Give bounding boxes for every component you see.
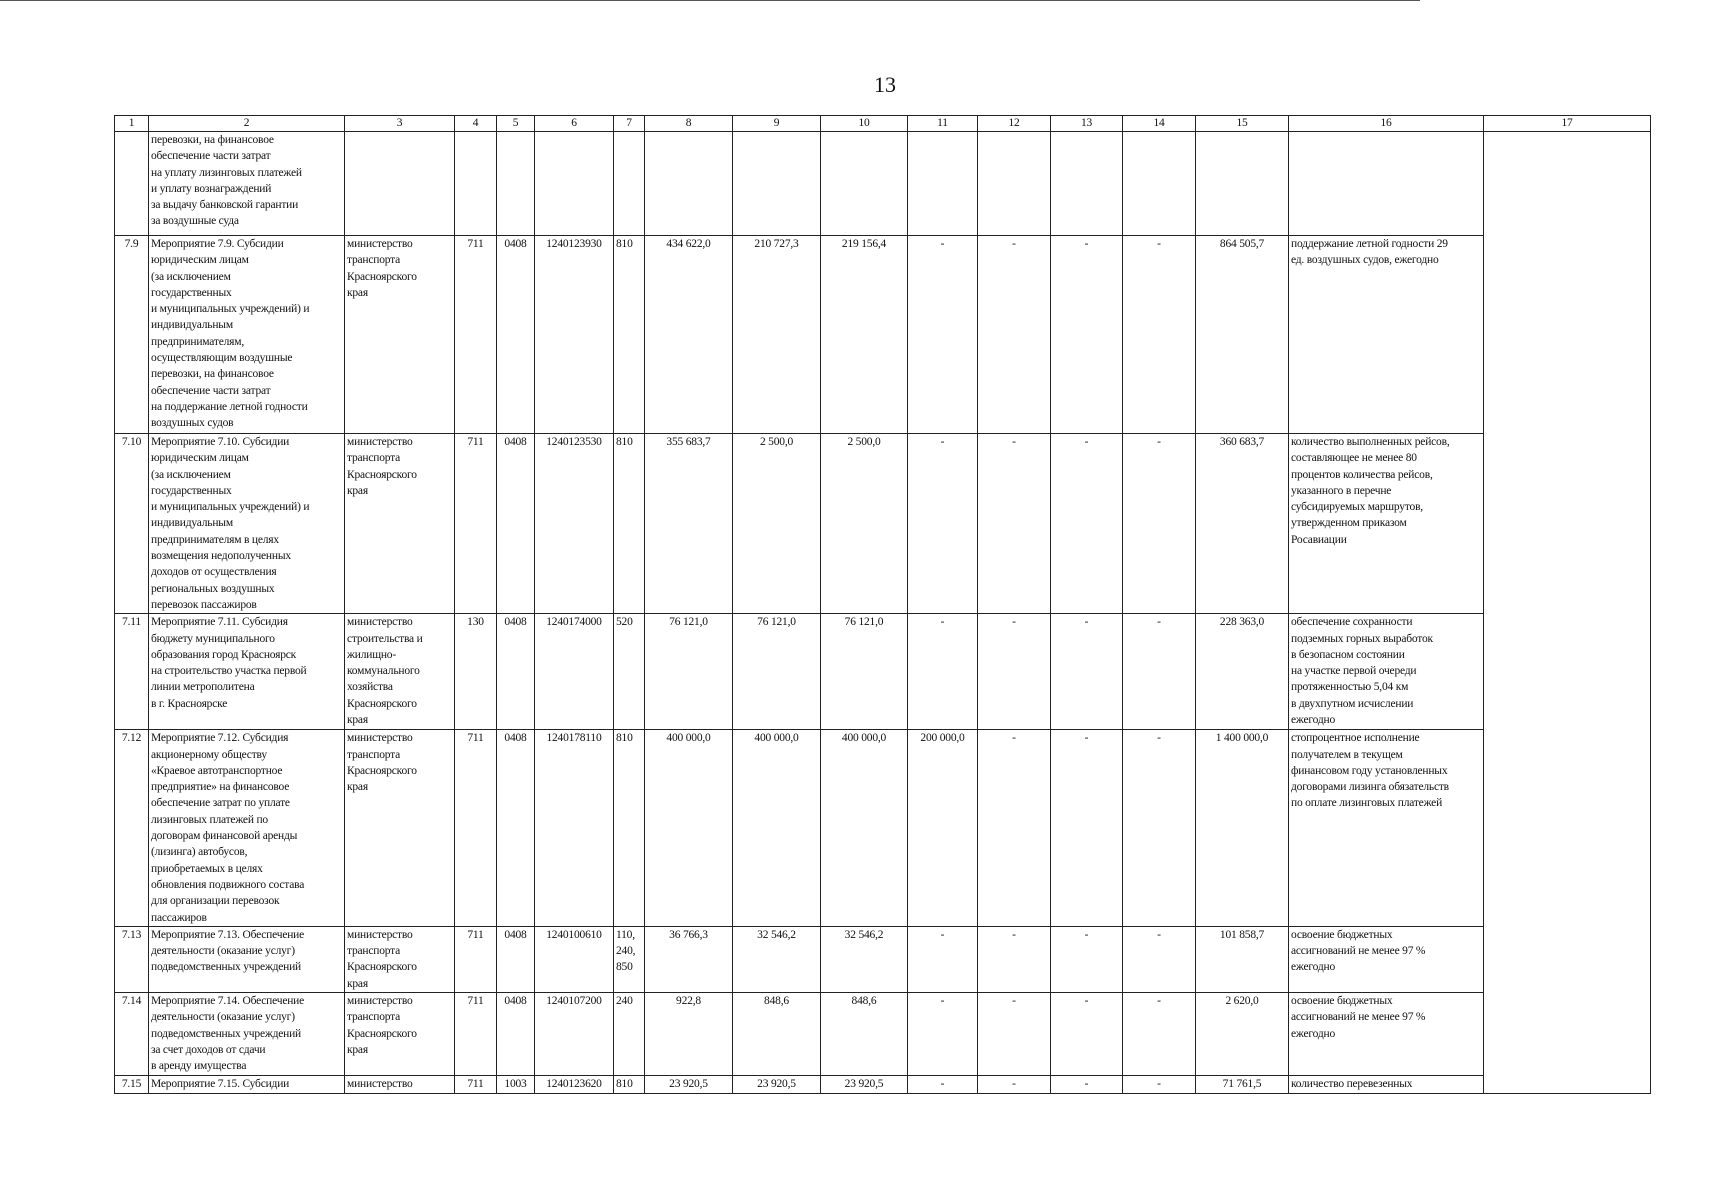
cell-csr: 1240178110 bbox=[535, 730, 614, 927]
program-table bbox=[114, 115, 1651, 1094]
cell-result: поддержание летной годности 29 ед. воздушных судов, ежегодно bbox=[1289, 236, 1484, 434]
cell-y4: - bbox=[908, 236, 978, 434]
cell-y7: - bbox=[1123, 434, 1196, 614]
header-cell: 9 bbox=[733, 116, 821, 132]
header-cell: 5 bbox=[497, 116, 535, 132]
header-cell: 14 bbox=[1123, 116, 1196, 132]
header-cell: 6 bbox=[535, 116, 614, 132]
cell-csr: 1240107200 bbox=[535, 993, 614, 1075]
cell-rzpr: 0408 bbox=[497, 614, 535, 730]
cell-vr: 810 bbox=[614, 1075, 645, 1093]
cell-vr: 810 bbox=[614, 434, 645, 614]
cell-y2: 32 546,2 bbox=[733, 926, 821, 992]
cell-y7: - bbox=[1123, 614, 1196, 730]
cell-csr: 1240100610 bbox=[535, 926, 614, 992]
cell-executor: министерство строительства и жилищно- коммунального хозяйства Красноярского края bbox=[345, 614, 455, 730]
cell-name: Мероприятие 7.12. Субсидия акционерному обществу «Краевое автотранспортное предприятие» на финансовое обеспечение затрат по уплате лизинговых платежей по договорам финансовой аренды (лизинга) автобусов, приобретаемых в целях обновления подвижного состава для организации перевозок пассажиров bbox=[149, 730, 345, 927]
cell-result: стопроцентное исполнение получателем в текущем финансовом году установленных договорами лизинга обязательств по оплате лизинговых платежей bbox=[1289, 730, 1484, 927]
header-cell: 16 bbox=[1289, 116, 1484, 132]
cell-y6: - bbox=[1051, 1075, 1123, 1093]
cell-vr: 520 bbox=[614, 614, 645, 730]
table-row bbox=[115, 1075, 1651, 1093]
header-cell: 17 bbox=[1484, 116, 1651, 132]
cell-y4: - bbox=[908, 926, 978, 992]
table-row bbox=[115, 993, 1651, 1075]
cell-y5: - bbox=[978, 993, 1051, 1075]
cell-result: обеспечение сохранности подземных горных выработок в безопасном состоянии на участке первой очереди протяженностью 5,04 км в двухпутном исчислении ежегодно bbox=[1289, 614, 1484, 730]
cell-y1: 23 920,5 bbox=[645, 1075, 733, 1093]
cell-y3: 848,6 bbox=[821, 993, 908, 1075]
cell-y4: - bbox=[908, 1075, 978, 1093]
cell-rzpr: 1003 bbox=[497, 1075, 535, 1093]
cell-y5: - bbox=[978, 614, 1051, 730]
cell-grbs: 711 bbox=[455, 993, 497, 1075]
cell-csr: 1240174000 bbox=[535, 614, 614, 730]
top-rule bbox=[0, 0, 1420, 1]
cell-total: 360 683,7 bbox=[1196, 434, 1289, 614]
header-cell: 12 bbox=[978, 116, 1051, 132]
table-row bbox=[115, 434, 1651, 614]
cell-rzpr: 0408 bbox=[497, 730, 535, 927]
cell-y3: 32 546,2 bbox=[821, 926, 908, 992]
cell-y2: 23 920,5 bbox=[733, 1075, 821, 1093]
table-row bbox=[115, 236, 1651, 434]
cell-no: 7.15 bbox=[115, 1075, 149, 1093]
header-cell: 3 bbox=[345, 116, 455, 132]
table-row bbox=[115, 614, 1651, 730]
header-cell: 1 bbox=[115, 116, 149, 132]
cell-grbs: 711 bbox=[455, 434, 497, 614]
cell-y5: - bbox=[978, 1075, 1051, 1093]
cell-y4: - bbox=[908, 614, 978, 730]
cell-name: Мероприятие 7.10. Субсидии юридическим лицам (за исключением государственных и муниципальных учреждений) и индивидуальным предпринимателям в целях возмещения недополученных доходов от осуществления региональных воздушных перевозок пассажиров bbox=[149, 434, 345, 614]
cell-grbs: 711 bbox=[455, 926, 497, 992]
cell-total: 864 505,7 bbox=[1196, 236, 1289, 434]
header-cell: 4 bbox=[455, 116, 497, 132]
cell-y4: 200 000,0 bbox=[908, 730, 978, 927]
cell-y6: - bbox=[1051, 730, 1123, 927]
cell-result: освоение бюджетных ассигнований не менее 97 % ежегодно bbox=[1289, 926, 1484, 992]
cell-rzpr: 0408 bbox=[497, 993, 535, 1075]
cell-total: 1 400 000,0 bbox=[1196, 730, 1289, 927]
cell-executor: министерство транспорта Красноярского края bbox=[345, 926, 455, 992]
cell-csr: 1240123530 bbox=[535, 434, 614, 614]
cell-y2: 400 000,0 bbox=[733, 730, 821, 927]
cell-y1: 400 000,0 bbox=[645, 730, 733, 927]
cell-rzpr: 0408 bbox=[497, 434, 535, 614]
cell-y1: 922,8 bbox=[645, 993, 733, 1075]
cell-no: 7.12 bbox=[115, 730, 149, 927]
cell-grbs: 711 bbox=[455, 1075, 497, 1093]
cell-result: освоение бюджетных ассигнований не менее 97 % ежегодно bbox=[1289, 993, 1484, 1075]
cell-grbs: 130 bbox=[455, 614, 497, 730]
cell-y1: 355 683,7 bbox=[645, 434, 733, 614]
column-17-cell bbox=[1484, 132, 1651, 1094]
cell-result: количество перевезенных bbox=[1289, 1075, 1484, 1093]
cell-y2: 76 121,0 bbox=[733, 614, 821, 730]
header-row bbox=[115, 116, 1651, 132]
cell-y5: - bbox=[978, 434, 1051, 614]
cell-csr: 1240123620 bbox=[535, 1075, 614, 1093]
cell-y7: - bbox=[1123, 730, 1196, 927]
header-cell: 8 bbox=[645, 116, 733, 132]
cell-executor: министерство bbox=[345, 1075, 455, 1093]
cell-y3: 400 000,0 bbox=[821, 730, 908, 927]
cell-executor: министерство транспорта Красноярского края bbox=[345, 434, 455, 614]
header-cell: 2 bbox=[149, 116, 345, 132]
cell-grbs: 711 bbox=[455, 236, 497, 434]
cell-y1: 434 622,0 bbox=[645, 236, 733, 434]
cell-name: Мероприятие 7.15. Субсидии bbox=[149, 1075, 345, 1093]
cell-y3: 219 156,4 bbox=[821, 236, 908, 434]
cell-total: 228 363,0 bbox=[1196, 614, 1289, 730]
cell-y6: - bbox=[1051, 434, 1123, 614]
cell-vr: 240 bbox=[614, 993, 645, 1075]
cell-y5: - bbox=[978, 236, 1051, 434]
cell-y7: - bbox=[1123, 236, 1196, 434]
cell-y2: 2 500,0 bbox=[733, 434, 821, 614]
cell-no: 7.14 bbox=[115, 993, 149, 1075]
cell-y3: 2 500,0 bbox=[821, 434, 908, 614]
cell-no: 7.9 bbox=[115, 236, 149, 434]
cell-executor: министерство транспорта Красноярского края bbox=[345, 730, 455, 927]
cell-y7: - bbox=[1123, 926, 1196, 992]
table-row bbox=[115, 730, 1651, 927]
header-cell: 10 bbox=[821, 116, 908, 132]
cell-vr: 810 bbox=[614, 236, 645, 434]
cell-total: 101 858,7 bbox=[1196, 926, 1289, 992]
continuation-text: перевозки, на финансовое обеспечение части затрат на уплату лизинговых платежей и уплату вознаграждений за выдачу банковской гарантии за воздушные суда bbox=[149, 132, 345, 236]
cell-y7: - bbox=[1123, 993, 1196, 1075]
cell-no: 7.11 bbox=[115, 614, 149, 730]
header-cell: 13 bbox=[1051, 116, 1123, 132]
cell-name: Мероприятие 7.11. Субсидия бюджету муниципального образования город Красноярск на строительство участка первой линии метрополитена в г. Красноярске bbox=[149, 614, 345, 730]
table-row bbox=[115, 926, 1651, 992]
cell-total: 71 761,5 bbox=[1196, 1075, 1289, 1093]
cell-y4: - bbox=[908, 993, 978, 1075]
cell-y6: - bbox=[1051, 993, 1123, 1075]
cell-y3: 76 121,0 bbox=[821, 614, 908, 730]
cell-y5: - bbox=[978, 730, 1051, 927]
cell-executor: министерство транспорта Красноярского края bbox=[345, 236, 455, 434]
cell-grbs: 711 bbox=[455, 730, 497, 927]
header-cell: 11 bbox=[908, 116, 978, 132]
cell-no: 7.13 bbox=[115, 926, 149, 992]
cell-y2: 210 727,3 bbox=[733, 236, 821, 434]
cell-y7: - bbox=[1123, 1075, 1196, 1093]
cell-y5: - bbox=[978, 926, 1051, 992]
cell-y2: 848,6 bbox=[733, 993, 821, 1075]
cell-vr: 110, 240, 850 bbox=[614, 926, 645, 992]
cell-y6: - bbox=[1051, 236, 1123, 434]
cell-vr: 810 bbox=[614, 730, 645, 927]
cell-name: Мероприятие 7.13. Обеспечение деятельности (оказание услуг) подведомственных учреждений bbox=[149, 926, 345, 992]
page-number: 13 bbox=[874, 72, 896, 97]
cell-csr: 1240123930 bbox=[535, 236, 614, 434]
cell-name: Мероприятие 7.9. Субсидии юридическим лицам (за исключением государственных и муниципальных учреждений) и индивидуальным предпринимателям, осуществляющим воздушные перевозки, на финансовое обеспечение части затрат на поддержание летной годности воздушных судов bbox=[149, 236, 345, 434]
cell-y4: - bbox=[908, 434, 978, 614]
header-cell: 15 bbox=[1196, 116, 1289, 132]
header-cell: 7 bbox=[614, 116, 645, 132]
cell-y1: 36 766,3 bbox=[645, 926, 733, 992]
cell-rzpr: 0408 bbox=[497, 236, 535, 434]
continuation-row bbox=[115, 132, 1651, 236]
cell-executor: министерство транспорта Красноярского края bbox=[345, 993, 455, 1075]
cell-no: 7.10 bbox=[115, 434, 149, 614]
cell-y1: 76 121,0 bbox=[645, 614, 733, 730]
cell-total: 2 620,0 bbox=[1196, 993, 1289, 1075]
cell-y6: - bbox=[1051, 926, 1123, 992]
cell-result: количество выполненных рейсов, составляющее не менее 80 процентов количества рейсов, указанного в перечне субсидируемых маршрутов, утвержденном приказом Росавиации bbox=[1289, 434, 1484, 614]
cell-y3: 23 920,5 bbox=[821, 1075, 908, 1093]
cell-name: Мероприятие 7.14. Обеспечение деятельности (оказание услуг) подведомственных учреждений за счет доходов от сдачи в аренду имущества bbox=[149, 993, 345, 1075]
cell-rzpr: 0408 bbox=[497, 926, 535, 992]
cell-y6: - bbox=[1051, 614, 1123, 730]
